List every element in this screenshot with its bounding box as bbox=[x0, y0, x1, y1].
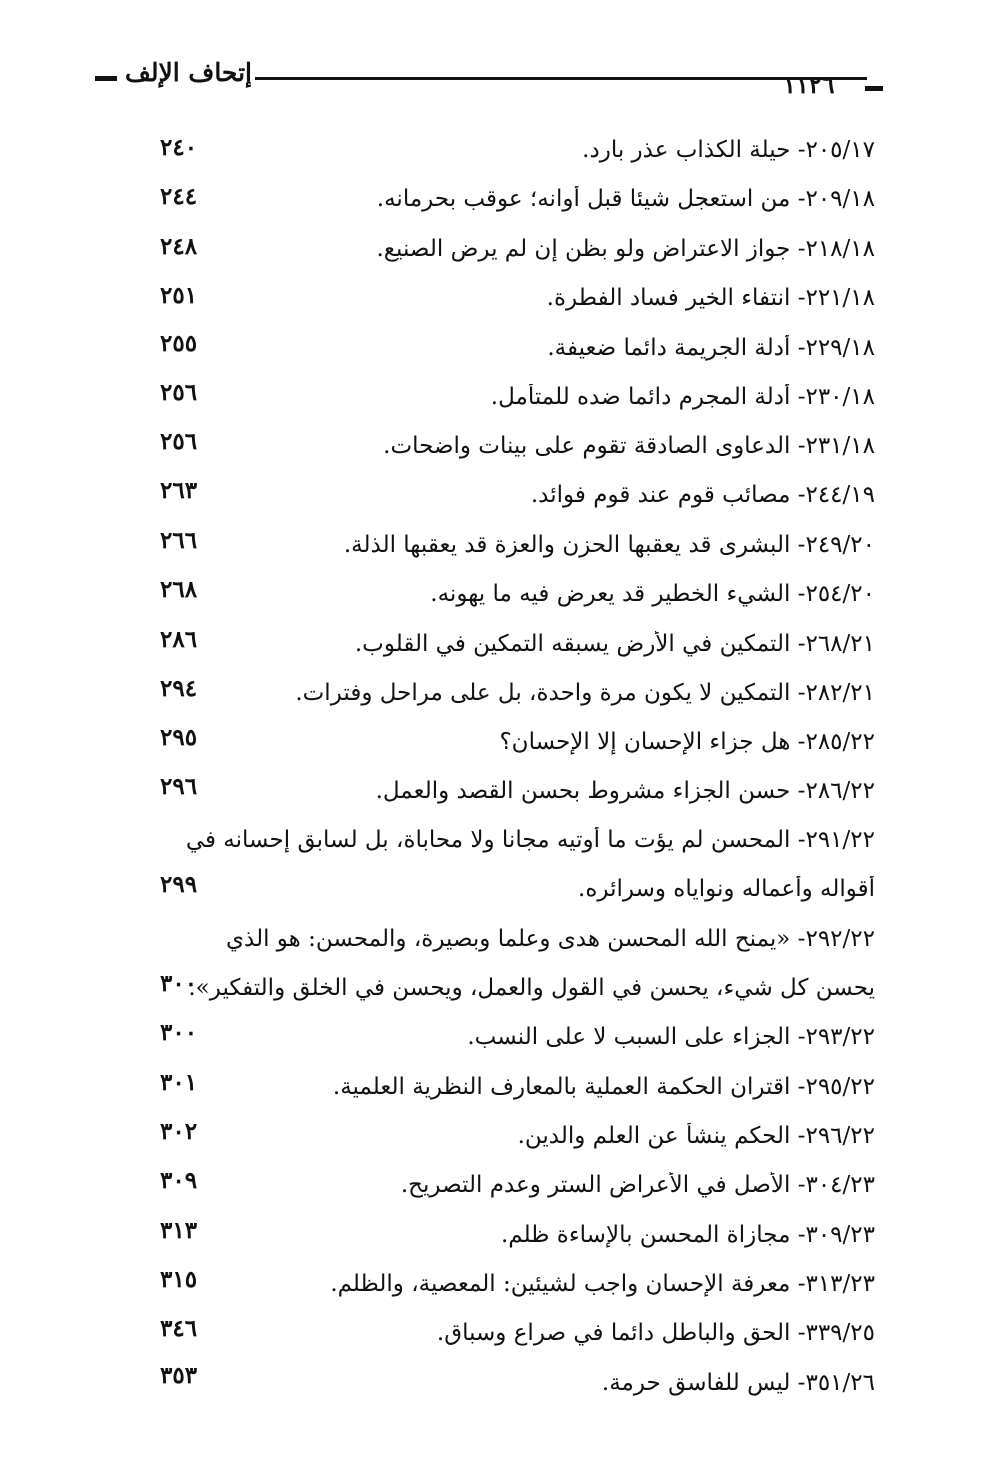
index-entry-text: ٢٤٩/٢٠- البشرى قد يعقبها الحزن والعزة قد يعقبها الذلة. bbox=[343, 532, 875, 558]
index-entry-page: ٢٦٨ bbox=[160, 576, 198, 603]
book-title: إتحاف الإلف bbox=[125, 58, 252, 87]
index-entry-page: ٢٤٨ bbox=[160, 233, 198, 260]
index-entry-text: ٢٢٩/١٨- أدلة الجريمة دائما ضعيفة. bbox=[547, 335, 875, 361]
index-entry-text: ٢٦٨/٢١- التمكين في الأرض يسبقه التمكين في القلوب. bbox=[354, 631, 875, 657]
index-entry-page: ٢٩٥ bbox=[160, 724, 198, 751]
index-entry-text: ٢٩٣/٢٢- الجزاء على السبب لا على النسب. bbox=[467, 1024, 875, 1050]
index-entry-text: ٢٠٩/١٨- من استعجل شيئا قبل أوانه؛ عوقب بحرمانه. bbox=[376, 186, 875, 212]
index-entry-text: ٢٩٢/٢٢- «يمنح الله المحسن هدى وعلما وبصيرة، والمحسن: هو الذي bbox=[226, 926, 875, 952]
index-entry-page: ٢٩٤ bbox=[160, 675, 198, 702]
index-entry-text: ٢٥٤/٢٠- الشيء الخطير قد يعرض فيه ما يهونه. bbox=[430, 581, 875, 607]
index-entry-page: ٣٠٢ bbox=[160, 1118, 198, 1145]
index-entry-page: ٢٤٤ bbox=[160, 183, 198, 210]
index-entry-text: ٣٠٤/٢٣- الأصل في الأعراض الستر وعدم التصريح. bbox=[400, 1172, 875, 1198]
index-entry-text: ٢١٨/١٨- جواز الاعتراض ولو بظن إن لم يرض الصنيع. bbox=[376, 236, 875, 262]
index-entry-continuation: أقواله وأعماله ونواياه وسرائره. bbox=[578, 876, 875, 902]
index-entry-page: ٢٨٦ bbox=[160, 626, 198, 653]
index-entry-page: ٣٠٠ bbox=[160, 970, 198, 997]
index-entry-page: ٣١٣ bbox=[160, 1217, 198, 1244]
index-entry-text: ٣٥١/٢٦- ليس للفاسق حرمة. bbox=[601, 1370, 875, 1396]
page-number: ١١٢٦ bbox=[783, 70, 835, 99]
index-entry-text: ٢٩٥/٢٢- اقتران الحكمة العملية بالمعارف النظرية العلمية. bbox=[332, 1074, 875, 1100]
index-entry-text: ٢٢١/١٨- انتفاء الخير فساد الفطرة. bbox=[546, 285, 875, 311]
index-entry-page: ٢٥٦ bbox=[160, 379, 198, 406]
index-entry-text: ٢٠٥/١٧- حيلة الكذاب عذر بارد. bbox=[582, 137, 875, 163]
index-entry-page: ٢٩٩ bbox=[160, 871, 198, 898]
index-entry-text: ٣١٣/٢٣- معرفة الإحسان واجب لشيئين: المعصية، والظلم. bbox=[330, 1271, 875, 1297]
index-entry-page: ٢٩٦ bbox=[160, 773, 198, 800]
index-entry-page: ٢٦٣ bbox=[160, 477, 198, 504]
index-entry-page: ٢٥١ bbox=[160, 282, 198, 309]
index-entry-page: ٢٤٠ bbox=[160, 134, 198, 161]
index-entry-text: ٣٣٩/٢٥- الحق والباطل دائما في صراع وسباق. bbox=[436, 1320, 875, 1346]
index-entry-page: ٣٤٦ bbox=[160, 1315, 198, 1342]
index-entry-page: ٣٠٠ bbox=[160, 1019, 198, 1046]
index-entry-page: ٣١٥ bbox=[160, 1266, 198, 1293]
index-entry-page: ٣٠٩ bbox=[160, 1167, 198, 1194]
index-entry-text: ٢٨٦/٢٢- حسن الجزاء مشروط بحسن القصد والعمل. bbox=[375, 778, 875, 804]
index-entry-page: ٢٥٥ bbox=[160, 330, 198, 357]
index-entry-text: ٢٩١/٢٢- المحسن لم يؤت ما أوتيه مجانا ولا محاباة، بل لسابق إحسانه في bbox=[185, 827, 875, 853]
index-entry-text: ٢٤٤/١٩- مصائب قوم عند قوم فوائد. bbox=[530, 482, 875, 508]
index-entry-page: ٣٥٣ bbox=[160, 1362, 198, 1389]
index-entry-page: ٣٠١ bbox=[160, 1069, 198, 1096]
index-entry-page: ٢٥٦ bbox=[160, 428, 198, 455]
index-entry-text: ٢٣٠/١٨- أدلة المجرم دائما ضده للمتأمل. bbox=[490, 384, 875, 410]
index-entry-page: ٢٦٦ bbox=[160, 527, 198, 554]
index-entry-text: ٣٠٩/٢٣- مجازاة المحسن بالإساءة ظلم. bbox=[500, 1222, 875, 1248]
index-entry-text: ٢٨٥/٢٢- هل جزاء الإحسان إلا الإحسان؟ bbox=[499, 729, 875, 755]
index-entry-continuation: يحسن كل شيء، يحسن في القول والعمل، ويحسن في الخلق والتفكير». bbox=[188, 975, 875, 1001]
index-entry-text: ٢٨٢/٢١- التمكين لا يكون مرة واحدة، بل على مراحل وفترات. bbox=[295, 680, 875, 706]
index-entry-text: ٢٣١/١٨- الدعاوى الصادقة تقوم على بينات واضحات. bbox=[383, 433, 875, 459]
index-entry-text: ٢٩٦/٢٢- الحكم ينشأ عن العلم والدين. bbox=[517, 1123, 875, 1149]
